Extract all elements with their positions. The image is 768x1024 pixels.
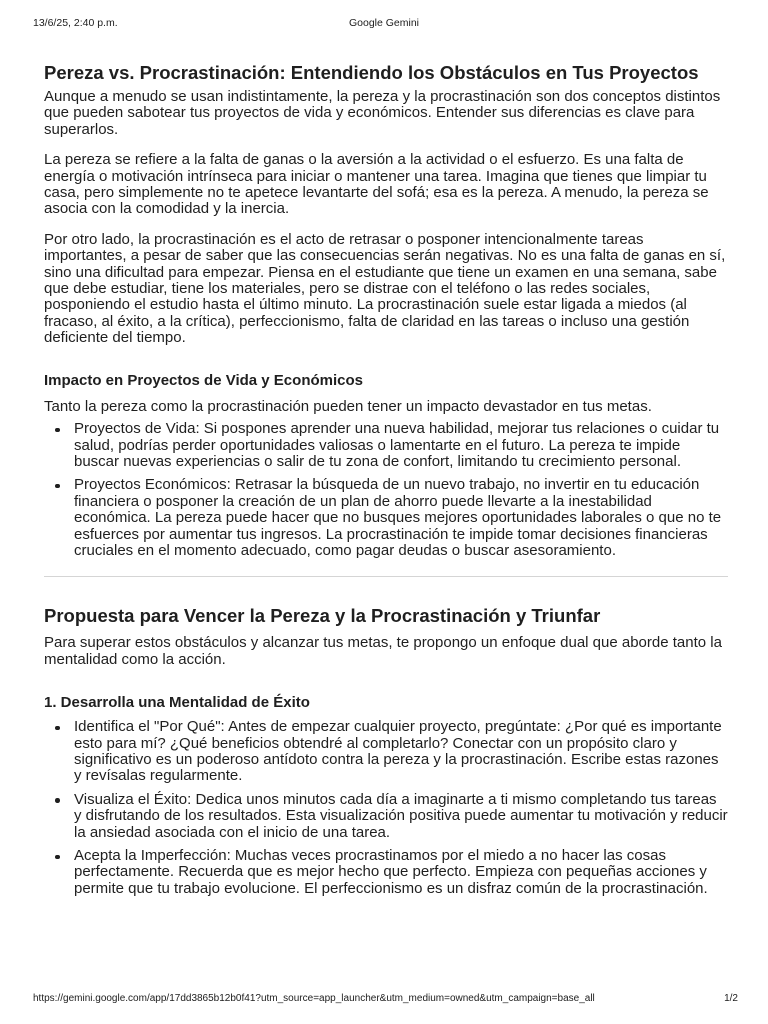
section-divider [44, 576, 728, 577]
page-number: 1/2 [724, 993, 738, 1004]
list-item: Proyectos Económicos: Retrasar la búsqueda de un nuevo trabajo, no invertir en tu educación financiera o posponer la creación de un plan de ahorro puede llevarte a la inestabilidad económica. La pereza puede hacer que no busques mejores oportunidades laborales o que no te esfuerces por aumentar tus ingresos. La procrastinación te impide tomar decisiones financieras cruciales en el momento adecuado, como pagar deudas o buscar asesoramiento. [74, 477, 728, 559]
print-datetime: 13/6/25, 2:40 p.m. [33, 17, 118, 29]
impact-list [44, 421, 728, 559]
procrastination-paragraph: Por otro lado, la procrastinación es el acto de retrasar o posponer intencionalmente tareas importantes, a pesar de saber que las consecuencias serán negativas. No es una falta de ganas en sí, sino una dificultad para empezar. Piensa en el estudiante que tiene un examen en una semana, sabe que debe estudiar, tiene los materiales, pero se distrae con el teléfono o las redes sociales, posponiendo el estudio hasta el último minuto. La procrastinación suele estar ligada a miedos (al fracaso, al éxito, a la crítica), perfeccionismo, falta de claridad en las tareas o incluso una gestión deficiente del tiempo. [44, 230, 726, 347]
page-url: https://gemini.google.com/app/17dd3865b12b0f41?utm_source=app_launcher&utm_medium=owned&utm_campaign=base_all [33, 993, 595, 1004]
list-item: Identifica el "Por Qué": Antes de empezar cualquier proyecto, pregúntate: ¿Por qué es importante esto para mí? ¿Qué beneficios obtendré al completarlo? Conectar con un propósito claro y significativo es un poderoso antídoto contra la pereza y la procrastinación. Escribe estas razones y revísalas regularmente. [74, 719, 728, 785]
article-title: Pereza vs. Procrastinación: Entendiendo los Obstáculos en Tus Proyectos [44, 62, 699, 83]
article [44, 60, 728, 904]
proposal-heading: Propuesta para Vencer la Pereza y la Procrastinación y Triunfar [44, 605, 601, 627]
print-footer [0, 993, 768, 1007]
impact-intro: Tanto la pereza como la procrastinación pueden tener un impacto devastador en tus metas. [44, 397, 652, 415]
mindset-list [44, 719, 728, 897]
list-item: Visualiza el Éxito: Dedica unos minutos cada día a imaginarte a ti mismo completando tus tareas y disfrutando de los resultados. Esta visualización positiva puede aumentar tu motivación y reducir la ansiedad asociada con el inicio de una tarea. [74, 790, 728, 841]
list-item: Proyectos de Vida: Si pospones aprender una nueva habilidad, mejorar tus relaciones o cuidar tu salud, podrías perder oportunidades valiosas o lamentarte en el futuro. La pereza te impide buscar nuevas experiencias o salir de tu zona de confort, limitando tu crecimiento personal. [74, 421, 728, 470]
print-header [0, 17, 768, 31]
intro-paragraph: Aunque a menudo se usan indistintamente, la pereza y la procrastinación son dos conceptos distintos que pueden sabotear tus proyectos de vida y económicos. Entender sus diferencias es clave para superarlos. [44, 88, 721, 138]
list-item: Acepta la Imperfección: Muchas veces procrastinamos por el miedo a no hacer las cosas perfectamente. Recuerda que es mejor hecho que perfecto. Empieza con pequeñas acciones y permite que tu trabajo evolucione. El perfeccionismo es un disfraz común de la procrastinación. [74, 848, 728, 897]
print-title: Google Gemini [348, 17, 420, 29]
proposal-intro: Para superar estos obstáculos y alcanzar tus metas, te propongo un enfoque dual que aborde tanto la mentalidad como la acción. [44, 634, 722, 668]
laziness-paragraph: La pereza se refiere a la falta de ganas o la aversión a la actividad o el esfuerzo. Es una falta de energía o motivación intrínseca para iniciar o mantener una tarea. Imagina que tienes que limpiar tu casa, pero simplemente no te apetece levantarte del sofá; esa es la pereza. A menudo, la pereza se asocia con la comodidad y la inercia. [44, 151, 709, 218]
impact-heading: Impacto en Proyectos de Vida y Económicos [44, 371, 363, 389]
mindset-heading: 1. Desarrolla una Mentalidad de Éxito [44, 694, 310, 712]
